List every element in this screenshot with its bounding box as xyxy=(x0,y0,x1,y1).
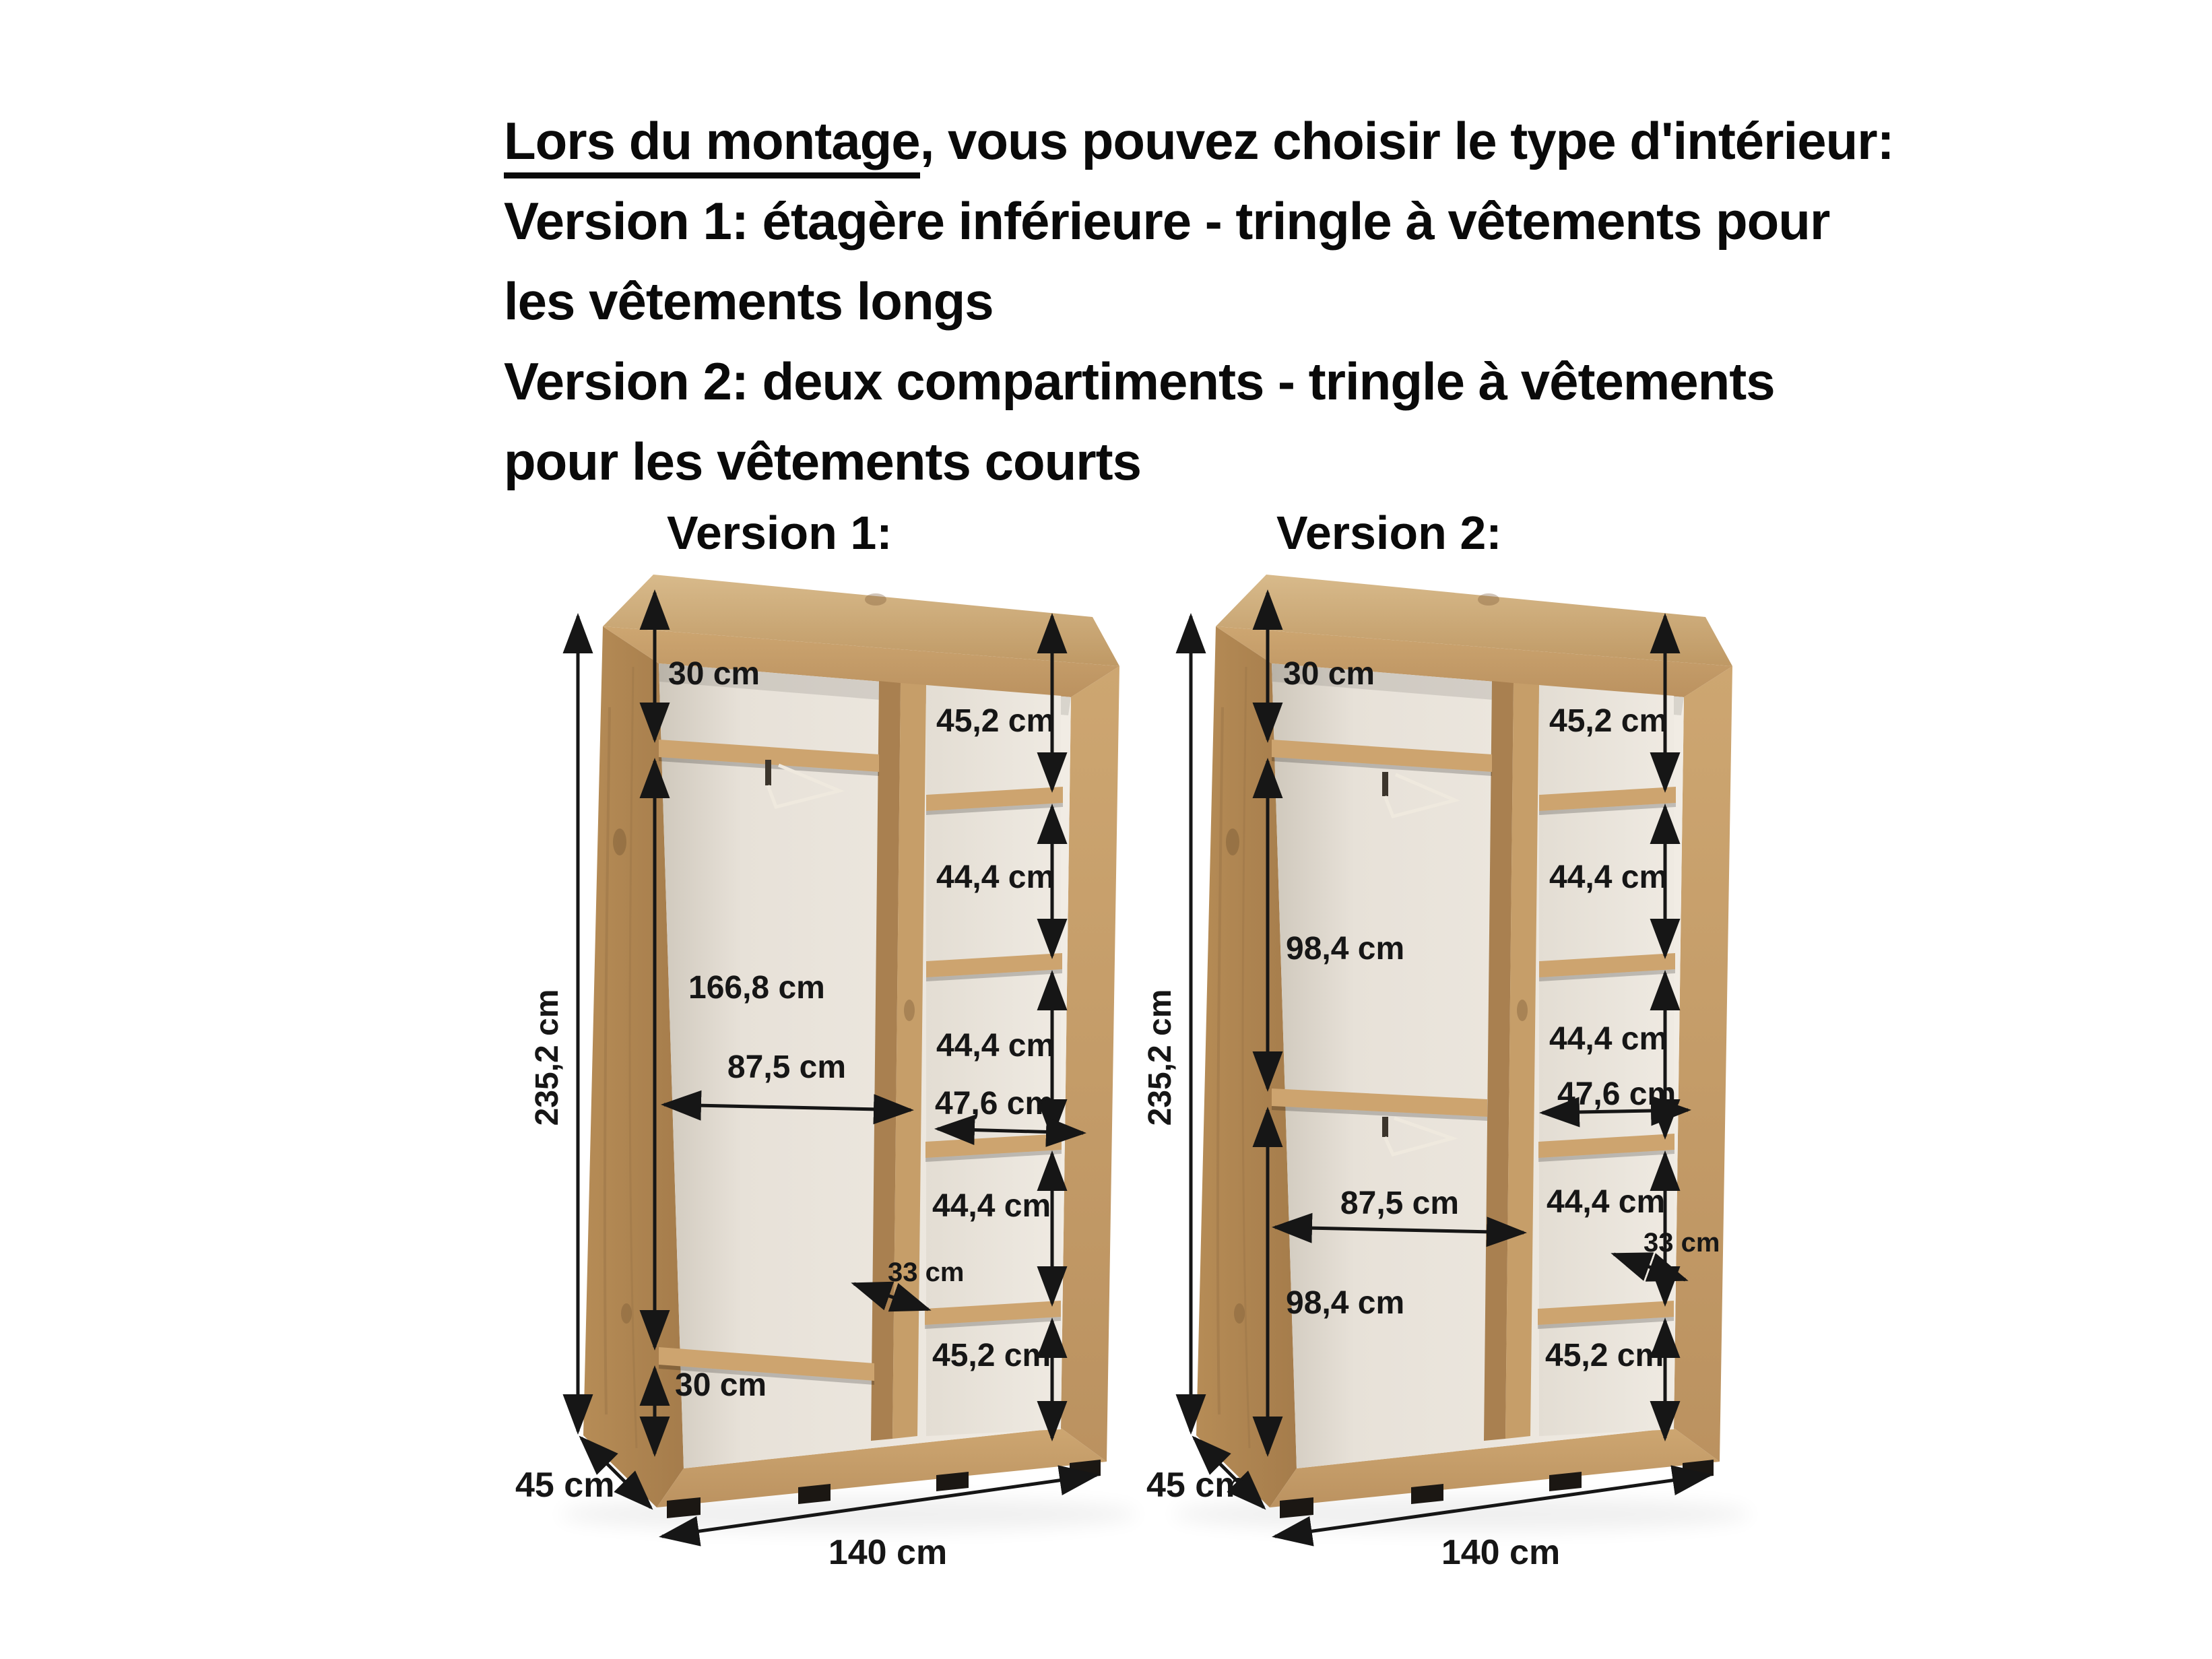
wood-knot xyxy=(613,828,626,855)
wardrobe-version-2 xyxy=(1142,507,1751,1572)
hook-pin xyxy=(765,760,771,785)
wood-knot xyxy=(1517,1000,1528,1021)
wardrobe-foot xyxy=(936,1472,969,1491)
hook-pin xyxy=(1382,772,1388,796)
label-left-width: 87,5 cm xyxy=(727,1049,847,1085)
label-left-width: 87,5 cm xyxy=(1340,1185,1460,1221)
label-height: 235,2 cm xyxy=(1142,989,1178,1126)
wardrobe-foot xyxy=(667,1497,701,1518)
label-depth: 45 cm xyxy=(1146,1466,1246,1505)
hook-pin xyxy=(1382,1117,1388,1137)
label-width: 140 cm xyxy=(828,1533,948,1572)
label-shelf-depth: 33 cm xyxy=(888,1258,965,1287)
label-right-section4: 44,4 cm xyxy=(932,1188,1051,1224)
label-right-section3: 44,4 cm xyxy=(936,1028,1055,1064)
label-right-section4: 44,4 cm xyxy=(1547,1184,1666,1220)
wood-knot xyxy=(621,1303,632,1324)
label-right-width: 47,6 cm xyxy=(935,1086,1054,1121)
wardrobe-foot xyxy=(1549,1472,1582,1491)
version2-desc-line1: Version 2: deux compartiments - tringle à vêtements xyxy=(504,352,1775,411)
wardrobe-foot xyxy=(1411,1484,1443,1504)
intro-underlined-text: Lors du montage xyxy=(504,111,920,178)
label-top-section: 30 cm xyxy=(668,656,760,692)
label-top-section: 30 cm xyxy=(1283,656,1375,692)
label-width: 140 cm xyxy=(1441,1533,1561,1572)
version2-desc-line2: pour les vêtements courts xyxy=(504,432,1141,491)
label-right-section2: 44,4 cm xyxy=(936,859,1055,895)
wardrobe-foot xyxy=(1280,1497,1313,1518)
wood-knot xyxy=(1478,593,1499,606)
intro-rest-text: , vous pouvez choisir le type d'intérieur: xyxy=(919,111,1894,170)
version1-desc-line2: les vêtements longs xyxy=(504,271,994,331)
label-right-section5: 45,2 cm xyxy=(1545,1338,1664,1373)
label-right-section3: 44,4 cm xyxy=(1549,1021,1668,1057)
label-bottom-section: 30 cm xyxy=(675,1367,767,1403)
version2-title: Version 2: xyxy=(1276,507,1502,559)
label-depth: 45 cm xyxy=(515,1466,615,1505)
wardrobe-foot xyxy=(798,1484,831,1504)
label-shelf-depth: 33 cm xyxy=(1644,1228,1720,1258)
label-height: 235,2 cm xyxy=(529,989,565,1126)
label-right-section5: 45,2 cm xyxy=(932,1338,1051,1373)
wood-knot xyxy=(904,1000,915,1021)
wood-knot xyxy=(1226,828,1239,855)
label-middle-section: 166,8 cm xyxy=(688,970,825,1006)
label-upper-section: 98,4 cm xyxy=(1286,931,1405,967)
version1-title: Version 1: xyxy=(667,507,892,559)
label-lower-section: 98,4 cm xyxy=(1286,1285,1405,1321)
label-right-width: 47,6 cm xyxy=(1557,1076,1677,1112)
wood-knot xyxy=(1234,1303,1245,1324)
label-right-section1: 45,2 cm xyxy=(1549,703,1668,739)
wardrobe-version-1 xyxy=(515,507,1138,1572)
version1-desc-line1: Version 1: étagère inférieure - tringle à vêtements pour xyxy=(504,191,1830,251)
label-right-section2: 44,4 cm xyxy=(1549,859,1668,895)
wood-knot xyxy=(865,593,886,606)
label-right-section1: 45,2 cm xyxy=(936,703,1055,739)
